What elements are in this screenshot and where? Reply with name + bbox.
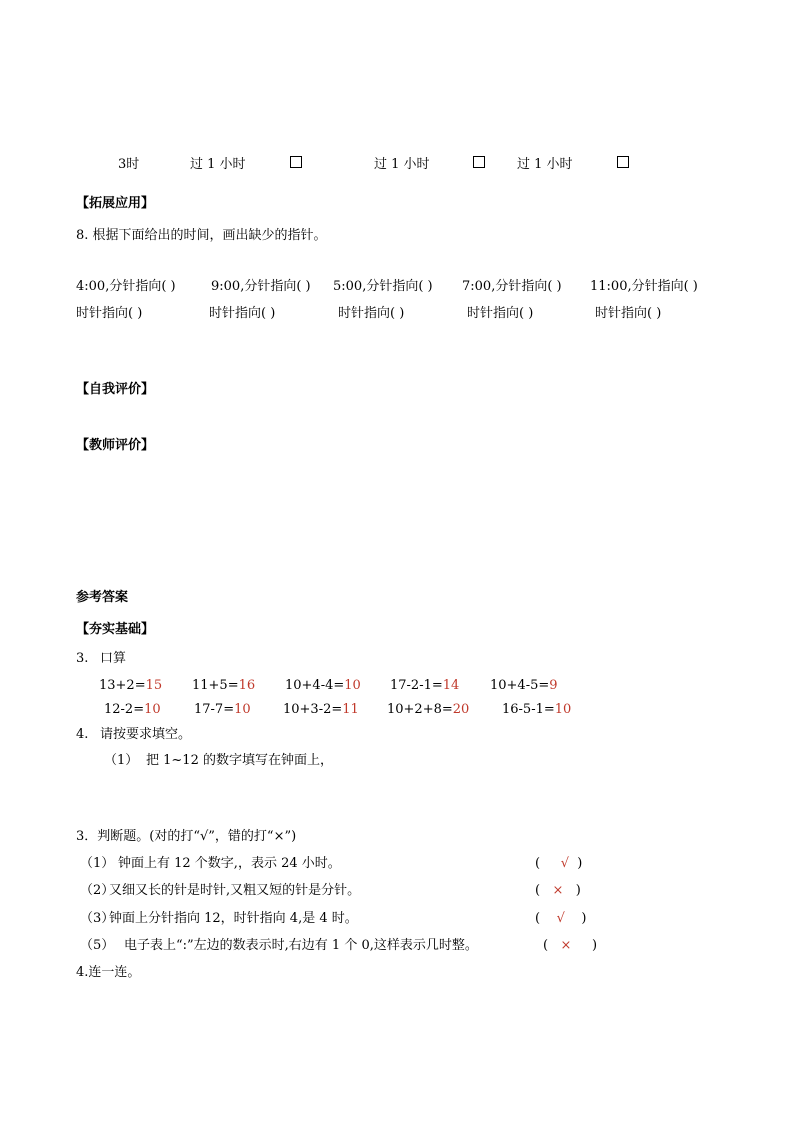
judge-item-text: 钟面上分针指向 12，时针指向 4,是 4 时。 [109, 911, 358, 926]
calc-item: 16-5-1=10 [502, 702, 572, 717]
calc-answer: 9 [549, 678, 558, 693]
check-mark: √ [556, 911, 565, 926]
section-teacher-heading: 【教师评价】 [76, 438, 155, 453]
judge-answer-paren: ( × ) [543, 938, 598, 953]
calc-item: 17-2-1=14 [390, 678, 460, 693]
start-time: 3时 [118, 157, 140, 172]
q4-sub-text: 把 1~12 的数字填写在钟面上， [146, 753, 333, 768]
answer-box-1[interactable] [290, 156, 302, 168]
q8-hour-item: 时针指向( ) [595, 306, 662, 321]
judge-answer-paren: ( √ ) [535, 856, 583, 871]
q8-minute-item: 4:00,分针指向( ) [76, 279, 176, 294]
section-self-heading: 【自我评价】 [76, 382, 155, 397]
calc-answer: 20 [452, 702, 470, 717]
calc-item: 13+2=15 [99, 678, 163, 693]
calc-item: 10+2+8=20 [387, 702, 470, 717]
section-expand-heading: 【拓展应用】 [76, 196, 155, 211]
calc-answer: 10 [144, 702, 161, 717]
q8-hour-item: 时针指向( ) [338, 306, 405, 321]
judge-item-text: 又细又长的针是时针,又粗又短的针是分针。 [109, 883, 361, 898]
calc-item: 17-7=10 [194, 702, 251, 717]
q8-hour-item: 时针指向( ) [76, 306, 143, 321]
judge-item-label: （5） [80, 938, 115, 953]
q3-label: 3. [76, 651, 89, 666]
cross-mark: × [560, 938, 572, 953]
check-mark: √ [560, 856, 570, 871]
q8-minute-item: 7:00,分针指向( ) [462, 279, 562, 294]
q3-text: 口算 [100, 651, 127, 666]
judge-item-label: （3） [80, 911, 115, 926]
calc-answer: 15 [145, 678, 163, 693]
judge-answer-paren: ( √ ) [535, 911, 587, 926]
judge-title: 3．判断题。(对的打“√”，错的打“×”) [76, 829, 297, 844]
judge-item-text: 钟面上有 12 个数字,，表示 24 小时。 [118, 856, 341, 871]
q8-hour-item: 时针指向( ) [467, 306, 534, 321]
answers-section-heading: 【夯实基础】 [76, 622, 155, 637]
calc-answer: 10 [554, 702, 572, 717]
answers-title: 参考答案 [76, 590, 129, 605]
answer-box-3[interactable] [617, 156, 629, 168]
calc-item: 10+4-4=10 [285, 678, 361, 693]
judge-item-label: （1） [80, 856, 115, 871]
step-label-2: 过 1 小时 [374, 157, 430, 172]
judge-answer-paren: ( × ) [535, 883, 581, 898]
q8-hour-item: 时针指向( ) [209, 306, 276, 321]
q4-label: 4. [76, 727, 89, 742]
q8-minute-item: 9:00,分针指向( ) [211, 279, 311, 294]
answer-box-2[interactable] [473, 156, 485, 168]
calc-answer: 10 [344, 678, 361, 693]
cross-mark: × [552, 883, 564, 898]
step-label-3: 过 1 小时 [517, 157, 573, 172]
calc-answer: 16 [238, 678, 256, 693]
calc-answer: 10 [234, 702, 251, 717]
calc-item: 10+3-2=11 [283, 702, 359, 717]
q8-minute-item: 5:00,分针指向( ) [333, 279, 433, 294]
judge-item-label: （2） [80, 883, 115, 898]
calc-item: 10+4-5=9 [490, 678, 558, 693]
judge-item-text: 电子表上“:”左边的数表示时,右边有 1 个 0,这样表示几时整。 [124, 938, 478, 953]
calc-item: 12-2=10 [104, 702, 161, 717]
q4-sub-label: （1） [104, 753, 139, 768]
q4-text: 请按要求填空。 [100, 727, 192, 742]
q8-title: 8. 根据下面给出的时间，画出缺少的指针。 [76, 228, 327, 243]
calc-answer: 14 [442, 678, 460, 693]
q8-minute-item: 11:00,分针指向( ) [590, 279, 698, 294]
calc-answer: 11 [342, 702, 359, 717]
step-label-1: 过 1 小时 [190, 157, 246, 172]
connect-question: 4.连一连。 [76, 965, 141, 980]
calc-item: 11+5=16 [192, 678, 256, 693]
